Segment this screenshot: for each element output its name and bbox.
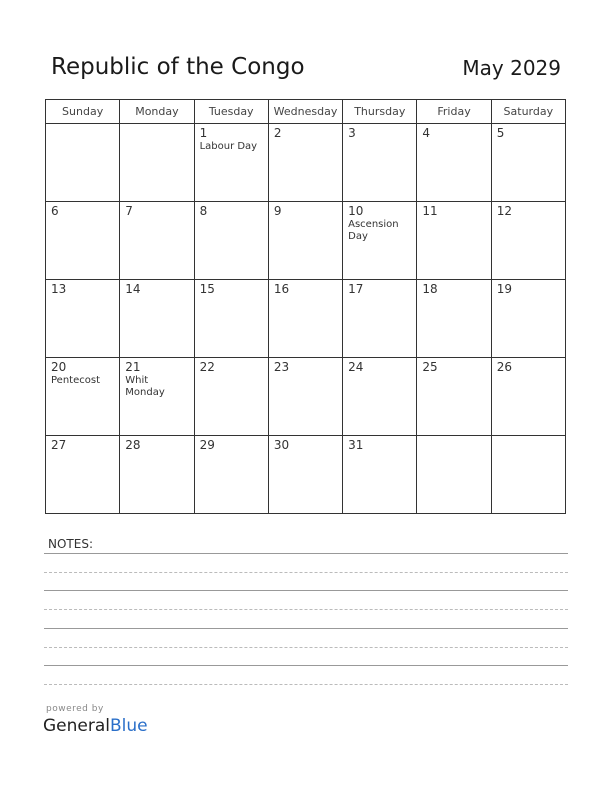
calendar-grid (45, 99, 566, 514)
day-number: 31 (348, 438, 364, 452)
day-number: 23 (273, 360, 290, 374)
notes-line (44, 647, 568, 648)
day-number: 14 (125, 282, 141, 296)
day-cell (491, 124, 565, 202)
day-cell (46, 436, 120, 514)
weekday-header: Sunday (46, 100, 120, 124)
week-row (46, 124, 566, 202)
week-row (46, 280, 566, 358)
day-cell (268, 358, 342, 436)
day-cell (120, 124, 194, 202)
day-number: 18 (422, 282, 438, 296)
day-number: 13 (51, 282, 67, 296)
notes-label: NOTES: (48, 537, 93, 551)
notes-line (44, 665, 568, 666)
day-number: 15 (199, 282, 215, 296)
day-cell (417, 436, 491, 514)
day-cell (46, 124, 120, 202)
day-cell (268, 436, 342, 514)
day-number: 7 (125, 204, 133, 218)
generalblue-logo (43, 716, 148, 736)
day-cell (343, 436, 417, 514)
holiday-label: Pentecost (51, 375, 100, 386)
day-number: 26 (496, 360, 512, 374)
day-number: 9 (273, 204, 282, 218)
day-cell (491, 202, 565, 280)
day-cell (194, 202, 268, 280)
day-cell (343, 202, 417, 280)
notes-line (44, 572, 568, 573)
notes-line (44, 609, 568, 610)
day-cell (417, 124, 491, 202)
notes-line (44, 553, 568, 554)
day-number: 1 (199, 126, 208, 140)
calendar-title: Republic of the Congo (51, 54, 305, 80)
day-number: 22 (199, 360, 215, 374)
day-number: 11 (422, 204, 438, 218)
day-number: 25 (422, 360, 438, 374)
day-number: 29 (199, 438, 215, 452)
notes-line (44, 628, 568, 629)
day-number: 5 (496, 126, 505, 140)
weekday-header: Thursday (343, 100, 417, 124)
day-number: 10 (348, 204, 364, 218)
day-number: 16 (273, 282, 290, 296)
day-cell (46, 202, 120, 280)
day-cell (343, 358, 417, 436)
day-cell (491, 358, 565, 436)
day-cell (343, 280, 417, 358)
day-number: 12 (496, 204, 512, 218)
holiday-label: Labour Day (199, 141, 258, 152)
week-row (46, 358, 566, 436)
logo-text-general: General (43, 716, 110, 736)
day-cell (491, 436, 565, 514)
day-cell (268, 202, 342, 280)
day-number: 8 (199, 204, 208, 218)
day-cell (194, 280, 268, 358)
day-cell (46, 280, 120, 358)
day-number: 20 (51, 360, 67, 374)
day-cell (120, 436, 194, 514)
weekday-header: Tuesday (194, 100, 268, 124)
day-number: 30 (273, 438, 290, 452)
day-number: 27 (51, 438, 67, 452)
day-cell (46, 358, 120, 436)
holiday-label: Whit Monday (125, 375, 165, 398)
day-number: 21 (125, 360, 141, 374)
day-cell (120, 202, 194, 280)
day-number: 17 (348, 282, 364, 296)
day-cell (417, 358, 491, 436)
notes-line (44, 590, 568, 591)
powered-by-text: powered by (46, 704, 104, 714)
logo-text-blue: Blue (110, 716, 148, 736)
day-number: 28 (125, 438, 141, 452)
weekday-header: Saturday (491, 100, 565, 124)
day-cell (491, 280, 565, 358)
weekday-header-row (46, 100, 566, 124)
day-cell (194, 124, 268, 202)
weekday-header: Friday (417, 100, 491, 124)
day-cell (194, 436, 268, 514)
day-number: 3 (348, 126, 356, 140)
notes-line (44, 684, 568, 685)
day-number: 24 (348, 360, 364, 374)
day-cell (120, 280, 194, 358)
day-number: 6 (51, 204, 59, 218)
day-cell (120, 358, 194, 436)
week-row (46, 202, 566, 280)
day-cell (268, 124, 342, 202)
calendar-month: May 2029 (462, 56, 561, 80)
week-row (46, 436, 566, 514)
day-cell (268, 280, 342, 358)
day-cell (194, 358, 268, 436)
day-cell (417, 202, 491, 280)
day-cell (417, 280, 491, 358)
holiday-label: Ascension Day (348, 219, 399, 242)
weekday-header: Monday (120, 100, 194, 124)
weekday-header: Wednesday (268, 100, 342, 124)
day-number: 4 (422, 126, 431, 140)
day-number: 19 (496, 282, 512, 296)
day-cell (343, 124, 417, 202)
day-number: 2 (273, 126, 282, 140)
